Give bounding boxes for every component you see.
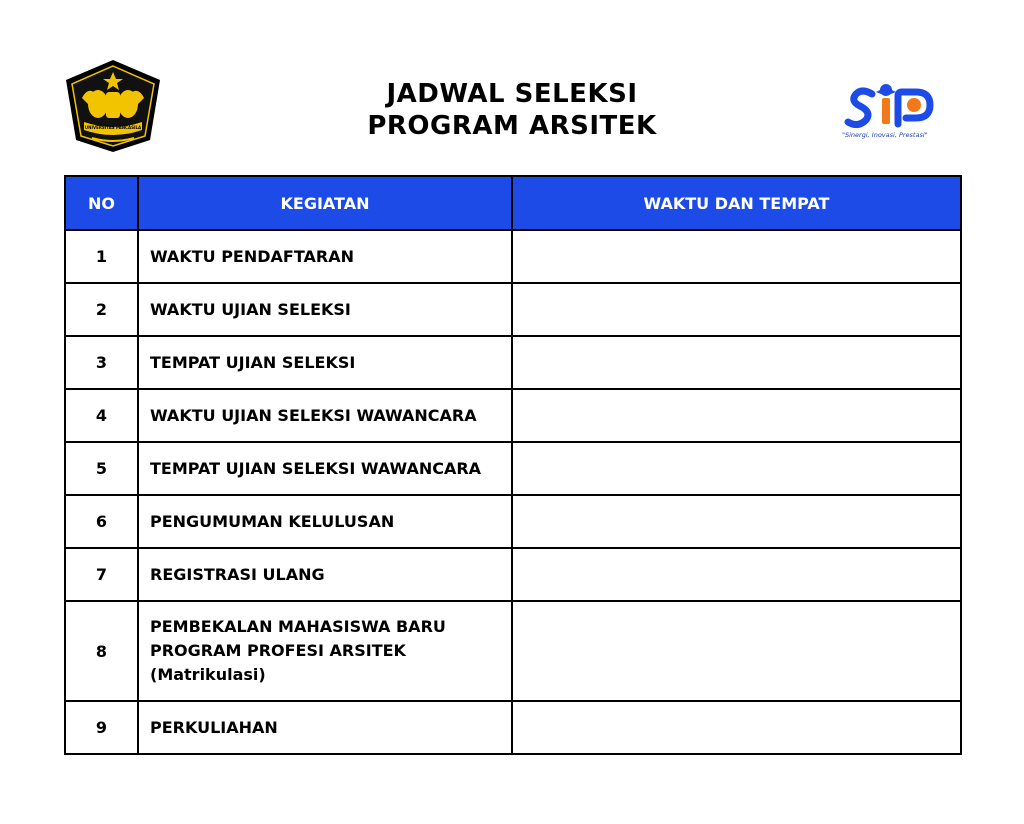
- row-kegiatan: [138, 601, 512, 701]
- row-waktu-tempat: [512, 230, 961, 283]
- row-waktu-tempat: [512, 495, 961, 548]
- row-number: 4: [65, 389, 138, 442]
- row-waktu-tempat: [512, 336, 961, 389]
- row-number: 9: [65, 701, 138, 754]
- row-number: 8: [65, 601, 138, 701]
- row-number: 6: [65, 495, 138, 548]
- row-number: 2: [65, 283, 138, 336]
- row-waktu-tempat: [512, 283, 961, 336]
- row-number: 1: [65, 230, 138, 283]
- page-title: [312, 78, 712, 142]
- header-kegiatan: KEGIATAN: [138, 176, 512, 230]
- row-kegiatan-line: (Matrikulasi): [150, 665, 266, 684]
- row-number: 7: [65, 548, 138, 601]
- row-kegiatan: PERKULIAHAN: [138, 701, 512, 754]
- svg-text:UNIVERSITAS PANCASILA: UNIVERSITAS PANCASILA: [84, 125, 142, 130]
- title-line-2: PROGRAM ARSITEK: [367, 111, 657, 141]
- row-kegiatan: WAKTU PENDAFTARAN: [138, 230, 512, 283]
- table-row: [65, 495, 961, 548]
- table-row: [65, 548, 961, 601]
- table-row: [65, 442, 961, 495]
- row-kegiatan: WAKTU UJIAN SELEKSI WAWANCARA: [138, 389, 512, 442]
- row-kegiatan: TEMPAT UJIAN SELEKSI: [138, 336, 512, 389]
- table-row: [65, 389, 961, 442]
- row-number: 3: [65, 336, 138, 389]
- table-row: [65, 701, 961, 754]
- table-header-row: [65, 176, 961, 230]
- sip-tagline: "Sinergi, Inovasi, Prestasi": [842, 131, 928, 139]
- row-kegiatan: PENGUMUMAN KELULUSAN: [138, 495, 512, 548]
- table-row: [65, 283, 961, 336]
- row-waktu-tempat: [512, 601, 961, 701]
- row-kegiatan: REGISTRASI ULANG: [138, 548, 512, 601]
- row-waktu-tempat: [512, 548, 961, 601]
- row-kegiatan: TEMPAT UJIAN SELEKSI WAWANCARA: [138, 442, 512, 495]
- row-waktu-tempat: [512, 442, 961, 495]
- row-waktu-tempat: [512, 389, 961, 442]
- title-line-1: JADWAL SELEKSI: [386, 79, 638, 109]
- schedule-table: [64, 175, 962, 755]
- row-number: 5: [65, 442, 138, 495]
- table-row: [65, 601, 961, 701]
- university-logo: [62, 58, 164, 154]
- row-kegiatan-line: PROGRAM PROFESI ARSITEK: [150, 641, 406, 660]
- row-waktu-tempat: [512, 701, 961, 754]
- header-no: NO: [65, 176, 138, 230]
- header-waktu-tempat: WAKTU DAN TEMPAT: [512, 176, 961, 230]
- row-kegiatan: WAKTU UJIAN SELEKSI: [138, 283, 512, 336]
- row-kegiatan-line: PEMBEKALAN MAHASISWA BARU: [150, 617, 446, 636]
- table-row: [65, 230, 961, 283]
- table-row: [65, 336, 961, 389]
